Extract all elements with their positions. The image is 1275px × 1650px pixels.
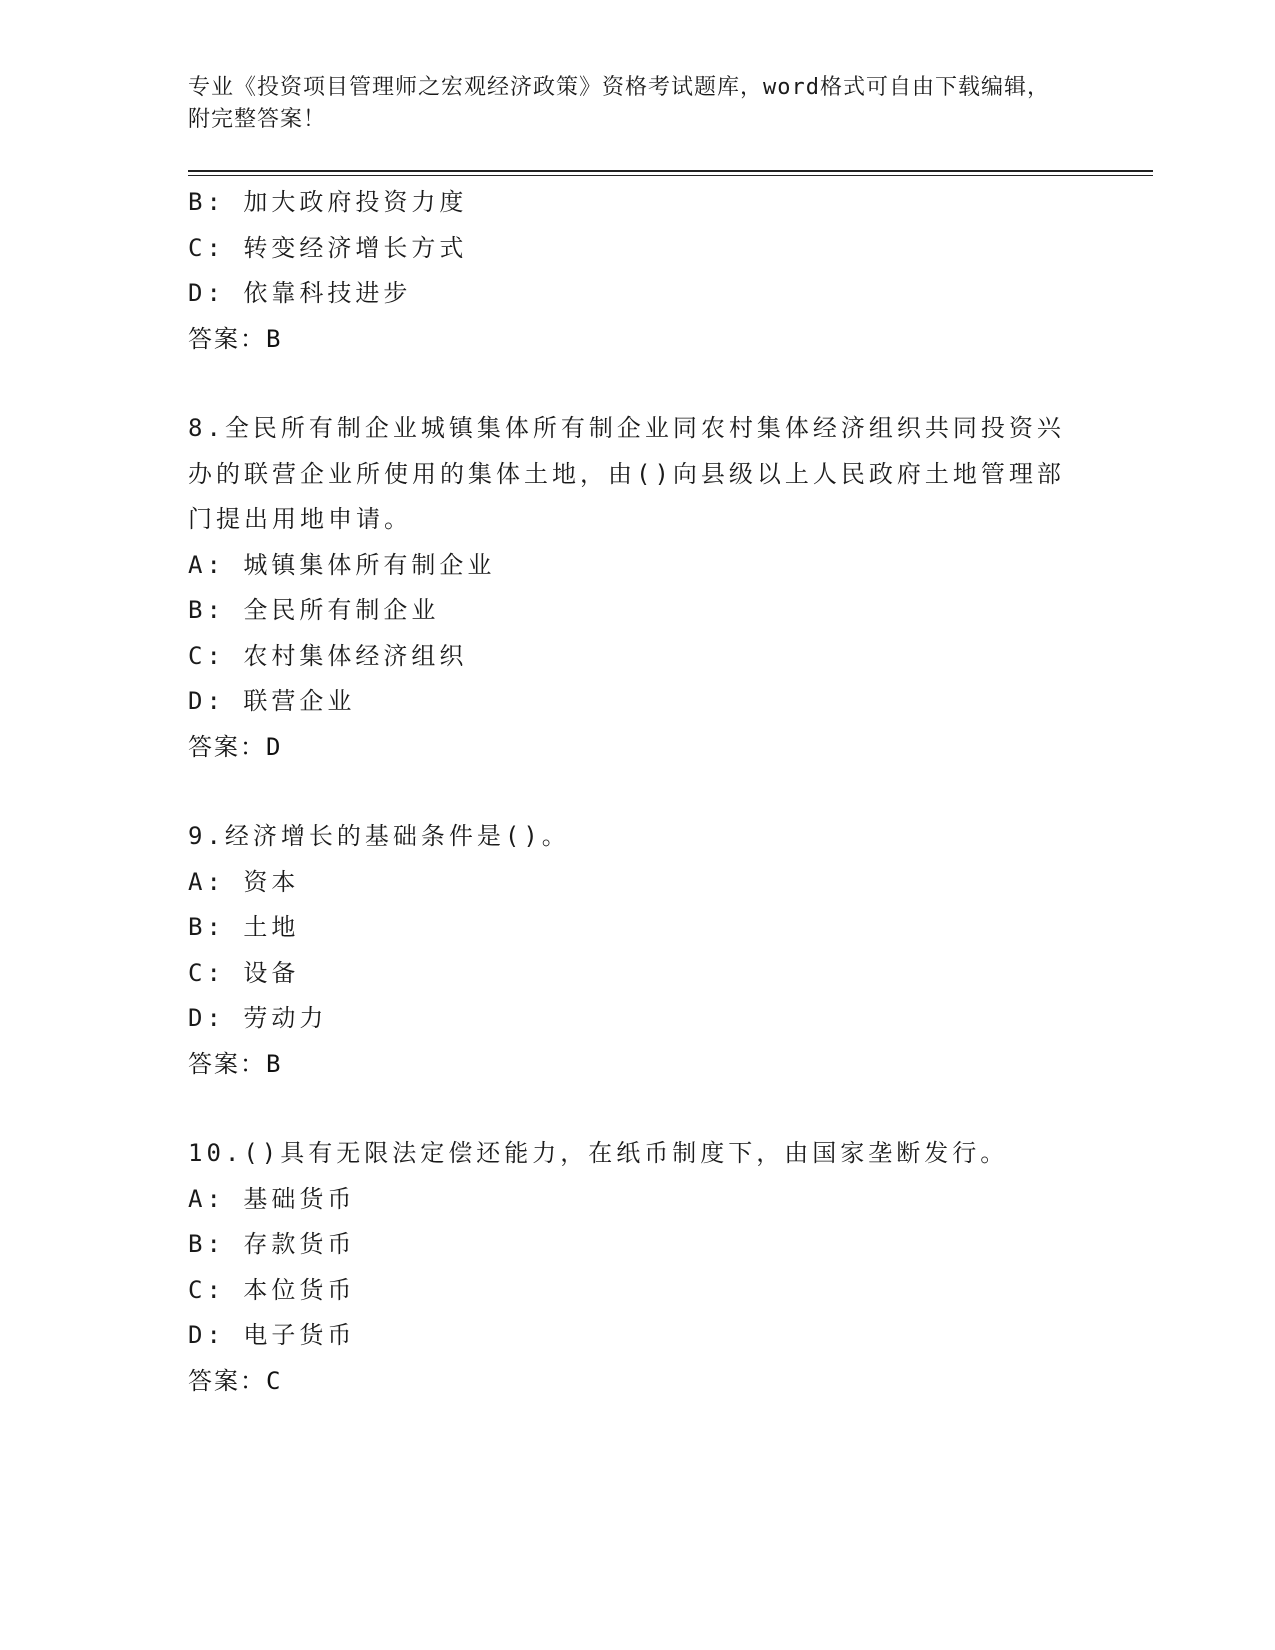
- question-8: [188, 406, 1153, 770]
- option-c: C: 本位货币: [188, 1275, 356, 1304]
- answer-label: 答案：D: [188, 732, 283, 761]
- question-9: [188, 814, 1153, 1087]
- answer-label: 答案：C: [188, 1366, 283, 1395]
- option-d: D: 联营企业: [188, 687, 356, 715]
- question-10: [188, 1131, 1153, 1404]
- spacer: [188, 770, 1153, 814]
- question-stem: 9.经济增长的基础条件是()。: [188, 822, 570, 850]
- option-a: A: 资本: [188, 867, 300, 896]
- option-d: D: 劳动力: [188, 1004, 328, 1032]
- option-d: D: 依靠科技进步: [188, 279, 412, 307]
- option-c: C: 农村集体经济组织: [188, 641, 468, 670]
- option-b: B: 全民所有制企业: [188, 596, 440, 624]
- question-stem: 8.全民所有制企业城镇集体所有制企业同农村集体经济组织共同投资兴办的联营企业所使用的集体土地，由()向县级以上人民政府土地管理部门提出用地申请。: [188, 414, 1065, 533]
- option-b: B: 加大政府投资力度: [188, 188, 468, 216]
- answer-label: 答案：B: [188, 1049, 283, 1078]
- option-c: C: 设备: [188, 958, 300, 987]
- answer-label: 答案：B: [188, 324, 283, 353]
- option-b: B: 存款货币: [188, 1230, 356, 1258]
- option-a: A: 基础货币: [188, 1184, 356, 1213]
- header-divider: [188, 170, 1153, 172]
- option-c: C: 转变经济增长方式: [188, 233, 468, 262]
- document-header: 专业《投资项目管理师之宏观经济政策》资格考试题库，word格式可自由下载编辑，附完整答案！: [188, 75, 1050, 132]
- document-page: [188, 72, 1153, 1404]
- option-a: A: 城镇集体所有制企业: [188, 550, 496, 579]
- option-d: D: 电子货币: [188, 1321, 356, 1349]
- option-b: B: 土地: [188, 913, 300, 941]
- spacer: [188, 1087, 1153, 1131]
- question-7-tail: [188, 180, 1153, 362]
- question-stem: 10.()具有无限法定偿还能力，在纸币制度下，由国家垄断发行。: [188, 1139, 1009, 1167]
- spacer: [188, 362, 1153, 406]
